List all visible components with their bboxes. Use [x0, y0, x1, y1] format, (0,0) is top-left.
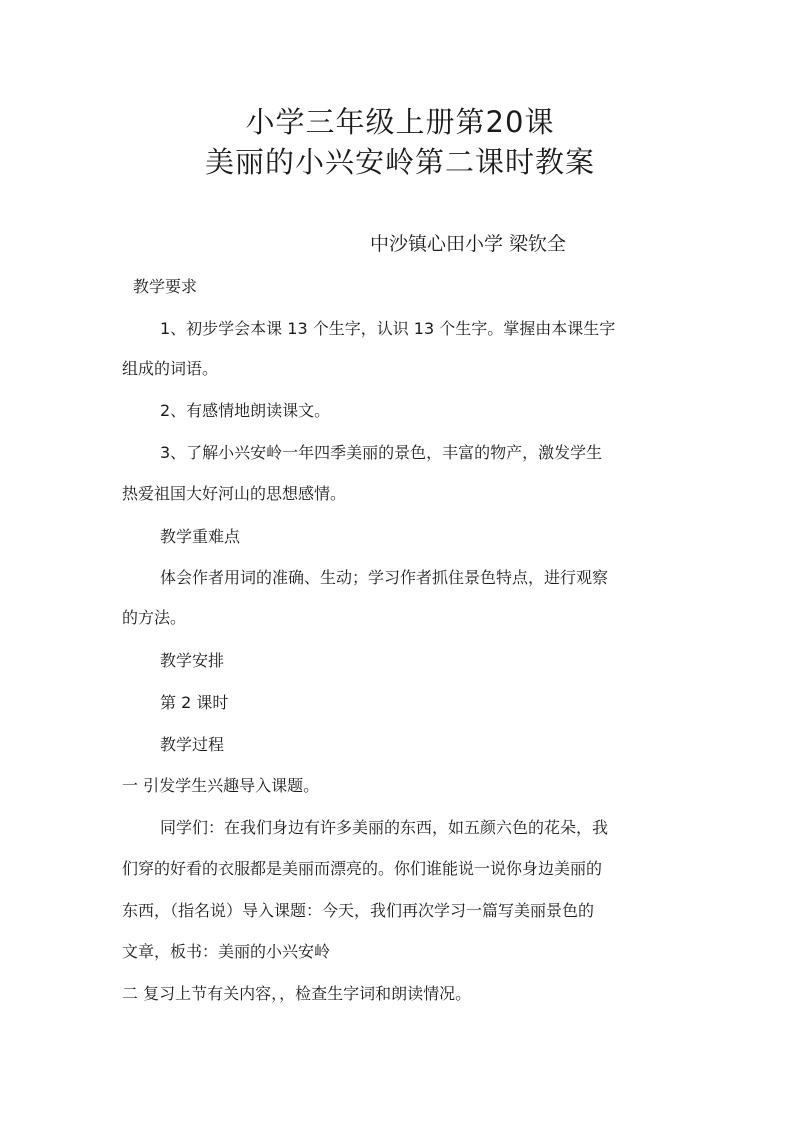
- requirement-3-line-1: 3、了解小兴安岭一年四季美丽的景色，丰富的物产，激发学生: [160, 443, 603, 462]
- step-1-line-2: 们穿的好看的衣服都是美丽而漂亮的。你们谁能说一说你身边美丽的: [122, 859, 603, 878]
- requirement-3-line-2: 热爱祖国大好河山的思想感情。: [122, 484, 347, 503]
- arrangement-heading: 教学安排: [160, 651, 225, 670]
- process-heading: 教学过程: [160, 735, 225, 754]
- key-points-line-2: 的方法。: [122, 608, 187, 627]
- key-points-heading: 教学重难点: [160, 527, 241, 546]
- requirement-2: 2、有感情地朗读课文。: [160, 401, 331, 420]
- step-2-heading: 二 复习上节有关内容，，检查生字词和朗读情况。: [122, 984, 472, 1003]
- step-1-line-3: 东西，（指名说）导入课题：今天，我们再次学习一篇写美丽景色的: [122, 901, 595, 920]
- lesson-period: 第 2 课时: [160, 693, 229, 712]
- step-1-line-4: 文章，板书：美丽的小兴安岭: [122, 942, 331, 961]
- requirement-1-line-1: 1、初步学会本课 13 个生字，认识 13 个生字。掌握由本课生字: [160, 319, 616, 338]
- author-line: 中沙镇心田小学 梁钦全: [370, 233, 567, 255]
- title-line-1: 小学三年级上册第20课: [245, 105, 555, 139]
- title-line-2: 美丽的小兴安岭第二课时教案: [204, 145, 595, 179]
- step-1-line-1: 同学们：在我们身边有许多美丽的东西，如五颜六色的花朵，我: [160, 818, 609, 837]
- requirements-heading: 教学要求: [133, 277, 198, 296]
- step-1-heading: 一 引发学生兴趣导入课题。: [122, 776, 320, 795]
- key-points-line-1: 体会作者用词的准确、生动；学习作者抓住景色特点，进行观察: [160, 568, 609, 587]
- requirement-1-line-2: 组成的词语。: [122, 359, 219, 378]
